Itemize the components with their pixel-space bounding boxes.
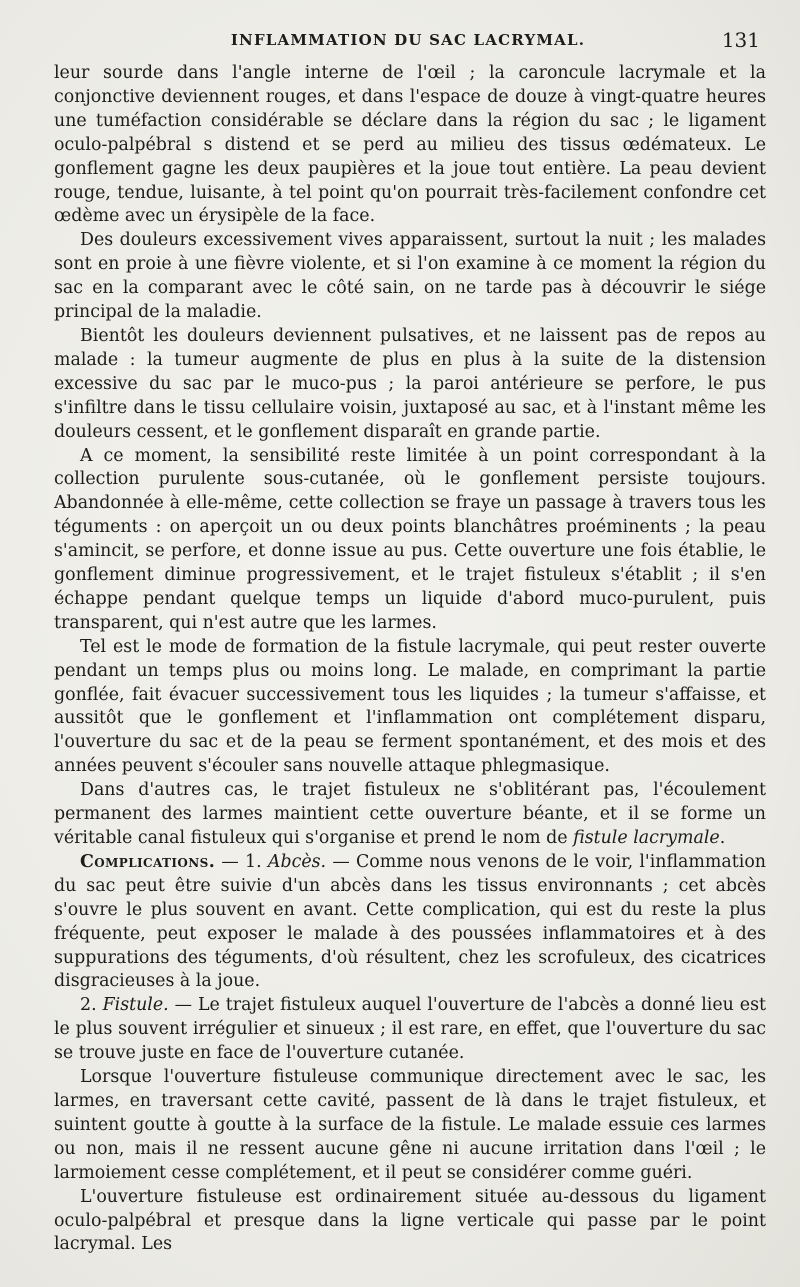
page-header — [50, 28, 766, 56]
paragraph-7-text: — Comme nous venons de le voir, l'inflammation du sac peut être suivie d'un abcès dans les tissus environnants ; cet abcès s'ouvre le plus souvent en avant. Cette complication, qui est du reste la plus fréquente, peut exposer le malade à des poussées inflammatoires et à des suppurations des téguments, d'où résultent, chez les scrofuleux, des cicatrices disgracieuses à la joue. — [54, 851, 766, 992]
paragraph-complications — [54, 851, 766, 994]
running-title: INFLAMMATION DU SAC LACRYMAL. — [230, 31, 586, 49]
paragraph-6 — [54, 779, 766, 851]
paragraph-3: Bientôt les douleurs deviennent pulsatives, et ne laissent pas de repos au malade : la tumeur augmente de plus en plus à la suite de la distension excessive du sac par le muco-pus ; la paroi antérieure se perfore, le pus s'infiltre dans le tissu cellulaire voisin, juxtaposé au sac, et à l'instant même les douleurs cessent, et le gonflement disparaît en grande partie. — [54, 325, 766, 442]
body-text — [54, 62, 766, 1257]
paragraph-fistule — [54, 994, 766, 1066]
paragraph-7-prefix: — 1. — [215, 851, 268, 872]
paragraph-8-prefix: 2. — [80, 995, 103, 1016]
paragraph-8-italic: Fistule. — [102, 995, 169, 1016]
paragraph-6-text: Dans d'autres cas, le trajet fistuleux ne s'oblitérant pas, l'écoulement permanent des larmes maintient cette ouverture béante, et il se forme un véritable canal fistuleux qui s'organise et prend le nom de — [54, 780, 766, 848]
paragraph-8-text: — Le trajet fistuleux auquel l'ouverture de l'abcès a donné lieu est le plus souvent irrégulier et sinueux ; il est rare, en effet, que l'ouverture du sac se trouve juste en face de l'ouverture cutanée. — [54, 995, 767, 1064]
paragraph-2: Des douleurs excessivement vives apparaissent, surtout la nuit ; les malades sont en proie à une fièvre violente, et si l'on examine à ce moment la région du sac en la comparant avec le côté sain, on ne tarde pas à découvrir le siége principal de la maladie. — [54, 230, 766, 323]
paragraph-6-italic: fistule lacrymale — [573, 828, 720, 848]
paragraph-10: L'ouverture fistuleuse est ordinairement située au-dessous du ligament oculo-palpébral et presque dans la ligne verticale qui passe par le point lacrymal. Les — [54, 1186, 766, 1255]
paragraph-9: Lorsque l'ouverture fistuleuse communique directement avec le sac, les larmes, en traversant cette cavité, passent de là dans le trajet fistuleux, et suintent goutte à goutte à la surface de la fistule. Le malade essuie ces larmes ou non, mais il ne ressent aucune gêne ni aucune irritation dans l'œil ; le larmoiement cesse complétement, et il peut se considérer comme guéri. — [54, 1067, 766, 1183]
paragraph-5: Tel est le mode de formation de la fistule lacrymale, qui peut rester ouverte pendant un temps plus ou moins long. Le malade, en comprimant la partie gonflée, fait évacuer successivement tous les liquides ; la tumeur s'affaisse, et aussitôt que le gonflement et l'inflammation ont complétement disparu, l'ouverture du sac et de la peau se ferment spontanément, et des mois et des années peuvent s'écouler sans nouvelle attaque phlegmasique. — [54, 636, 766, 777]
section-heading-complications: Complications. — [80, 851, 216, 872]
paragraph-7-italic: Abcès. — [267, 851, 327, 872]
paragraph-1: leur sourde dans l'angle interne de l'œil ; la caroncule lacrymale et la conjonctive deviennent rouges, et dans l'espace de douze à vingt-quatre heures une tuméfaction considérable se déclare dans la région du sac ; le ligament oculo-palpébral s distend et se perd au milieu des tissus œdémateux. Le gonflement gagne les deux paupières et la joue tout entière. La peau devient rouge, tendue, luisante, à tel point qu'on pourrait très-facilement confondre cet œdème avec un érysipèle de la face. — [54, 63, 766, 227]
paragraph-6-end: . — [719, 828, 726, 848]
page-number: 131 — [721, 28, 760, 52]
paragraph-4: A ce moment, la sensibilité reste limitée à un point correspondant à la collection purulente sous-cutanée, où le gonflement persiste toujours. Abandonnée à elle-même, cette collection se fraye un passage à travers tous les téguments : on aperçoit un ou deux points blanchâtres proéminents ; la peau s'amincit, se perfore, et donne issue au pus. Cette ouverture une fois établie, le gonflement diminue progressivement, et le trajet fistuleux s'établit ; il s'en échappe pendant quelque temps un liquide d'abord muco-purulent, puis transparent, qui n'est autre que les larmes. — [54, 445, 766, 633]
